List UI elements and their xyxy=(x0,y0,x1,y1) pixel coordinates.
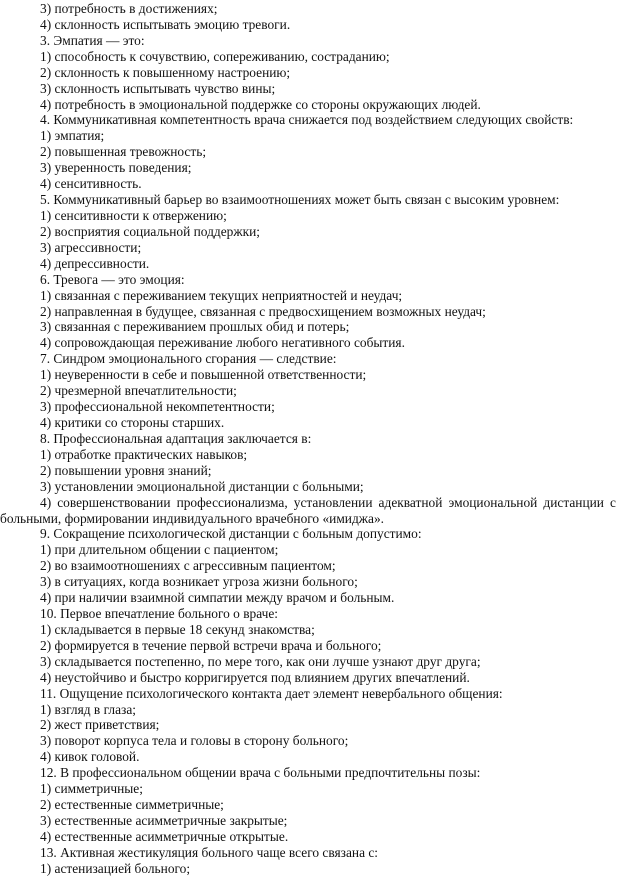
text-line: 3) связанная с переживанием прошлых обид и потерь; xyxy=(40,319,350,335)
text-line: 1) астенизацией больного; xyxy=(40,860,191,876)
question-heading: 13. Активная жестикуляция больного чаще всего связана с: xyxy=(40,844,379,860)
question-heading: 12. В профессиональном общении врача с больными предпочтительны позы: xyxy=(40,765,481,781)
text-line: 4) сопровождающая переживание любого негативного события. xyxy=(40,335,405,351)
text-line: 3) естественные асимметричные закрытые; xyxy=(40,813,288,829)
text-line: 4) склонность испытывать эмоцию тревоги. xyxy=(40,16,291,32)
text-line: 1) сенситивности к отвержению; xyxy=(40,207,227,223)
text-line-wrapped: 4) совершенствовании профессионализма, установлении адекватной эмоциональной дистанции с больными, формировании индивидуального врачебного «имиджа». xyxy=(0,494,616,526)
text-line: 1) способность к сочувствию, сопереживанию, состраданию; xyxy=(40,48,390,64)
text-line: 1) неуверенности в себе и повышенной ответственности; xyxy=(40,367,367,383)
text-line: 3) установлении эмоциональной дистанции с больными; xyxy=(40,478,364,494)
text-line: 4) при наличии взаимной симпатии между врачом и больным. xyxy=(40,590,395,606)
text-line: 1) взгляд в глаза; xyxy=(40,701,136,717)
text-line: 4) кивок головой. xyxy=(40,749,140,765)
text-line: 1) симметричные; xyxy=(40,781,143,797)
question-heading: 4. Коммуникативная компетентность врача снижается под воздействием следующих свойств: xyxy=(40,112,574,128)
text-line: 4) естественные асимметричные открытые. xyxy=(40,828,289,844)
text-line: 3) агрессивности; xyxy=(40,239,142,255)
text-line: 3) склонность испытывать чувство вины; xyxy=(40,80,276,96)
text-line: 2) чрезмерной впечатлительности; xyxy=(40,383,237,399)
text-line: 3) уверенность поведения; xyxy=(40,160,192,176)
text-line: 4) сенситивность. xyxy=(40,176,142,192)
text-line: 2) восприятия социальной поддержки; xyxy=(40,223,260,239)
text-line: 3) профессиональной некомпетентности; xyxy=(40,399,275,415)
text-line: 1) складывается в первые 18 секунд знакомства; xyxy=(40,621,315,637)
question-heading: 8. Профессиональная адаптация заключается в: xyxy=(40,430,312,446)
question-heading: 11. Ощущение психологического контакта дает элемент невербального общения: xyxy=(40,685,503,701)
text-line: 4) потребность в эмоциональной поддержке со стороны окружающих людей. xyxy=(40,96,481,112)
text-line: 2) повышении уровня знаний; xyxy=(40,462,212,478)
text-line: 3) поворот корпуса тела и головы в сторону больного; xyxy=(40,733,349,749)
text-line: 4) депрессивности. xyxy=(40,255,150,271)
text-line: 4) критики со стороны старших. xyxy=(40,414,225,430)
text-line: 4) неустойчиво и быстро корригируется под влиянием других впечатлений. xyxy=(40,669,470,685)
question-heading: 3. Эмпатия — это: xyxy=(40,32,145,48)
question-heading: 9. Сокращение психологической дистанции с больным допустимо: xyxy=(40,526,422,542)
text-line: 2) формируется в течение первой встречи врача и больного; xyxy=(40,637,382,653)
question-heading: 5. Коммуникативный барьер во взаимоотношениях может быть связан с высоким уровнем: xyxy=(40,192,560,208)
text-line: 1) отработке практических навыков; xyxy=(40,446,248,462)
text-line: 2) жест приветствия; xyxy=(40,717,160,733)
text-line: 2) направленная в будущее, связанная с предвосхищением возможных неудач; xyxy=(40,303,486,319)
text-line: 3) в ситуациях, когда возникает угроза жизни больного; xyxy=(40,574,358,590)
text-line: 1) при длительном общении с пациентом; xyxy=(40,542,279,558)
text-line: 1) связанная с переживанием текущих неприятностей и неудач; xyxy=(40,287,403,303)
text-line: 1) эмпатия; xyxy=(40,128,105,144)
text-line: 3) потребность в достижениях; xyxy=(40,1,218,16)
text-line: 2) повышенная тревожность; xyxy=(40,144,207,160)
text-line: 2) естественные симметричные; xyxy=(40,797,224,813)
text-line: 2) склонность к повышенному настроению; xyxy=(40,64,291,80)
question-heading: 6. Тревога — это эмоция: xyxy=(40,271,185,287)
question-heading: 10. Первое впечатление больного о враче: xyxy=(40,606,279,622)
text-line: 2) во взаимоотношениях с агрессивным пациентом; xyxy=(40,558,336,574)
question-heading: 7. Синдром эмоционального сгорания — следствие: xyxy=(40,351,337,367)
text-line: 3) складывается постепенно, по мере того, как они лучше узнают друг друга; xyxy=(40,653,481,669)
